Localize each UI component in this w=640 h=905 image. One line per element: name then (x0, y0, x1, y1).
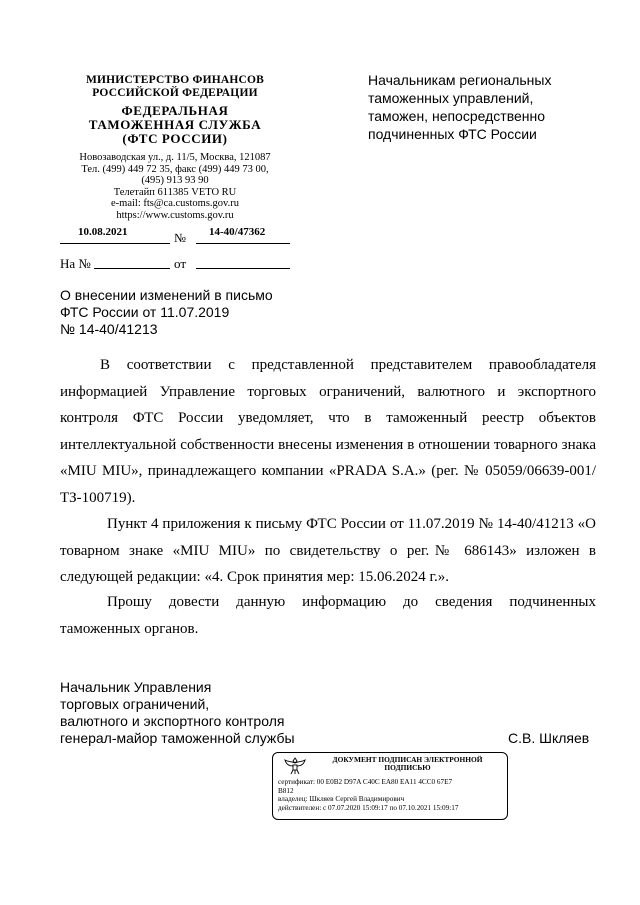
date-underline (60, 243, 170, 244)
position-line: валютного и экспортного контроля (60, 713, 285, 729)
body-paragraph-3 (60, 589, 596, 642)
number-sign: № (174, 231, 186, 245)
validity-line: действителен: с 07.07.2020 15:09:17 по 07.10.2021 15:09:17 (278, 803, 459, 812)
service-name (56, 104, 294, 146)
paragraph-text: Пункт 4 приложения к письму ФТС России от 11.07.2019 № 14-40/41213 «О товарном знаке «MIU MIU» по свидетельству о рег.№ 686143» изложен в следующей редакции: «4. Срок принятия мер: 15.06.2024 г.». (60, 516, 596, 585)
recipient-line: Начальникам региональных (368, 72, 552, 88)
body-paragraph-1 (60, 352, 596, 511)
paragraph-text: Прошу довести данную информацию до сведения подчиненных таможенных органов. (60, 594, 596, 637)
stamp-title-line: ПОДПИСЬЮ (384, 763, 431, 773)
stamp-details (278, 778, 504, 812)
number-underline (196, 243, 290, 244)
contact-block (56, 152, 294, 221)
body-paragraph-2 (60, 511, 596, 591)
recipient-line: подчиненных ФТС России (368, 126, 537, 142)
certificate-line: B812 (278, 786, 294, 795)
ministry-name (56, 74, 294, 100)
website-line: https://www.customs.gov.ru (116, 209, 234, 221)
position-line: Начальник Управления (60, 679, 212, 695)
position-line: генерал-майор таможенной службы (60, 730, 295, 746)
certificate-line: сертификат: 00 E0B2 D97A C40C EA80 EA11 4CC0 67E7 (278, 778, 453, 786)
subject-line: № 14-40/41213 (60, 321, 158, 337)
from-label: от (174, 256, 187, 271)
service-line: (ФТС РОССИИ) (122, 131, 228, 146)
eagle-emblem-icon (283, 756, 307, 776)
owner-line: владелец: Шкляев Сергей Владимирович (278, 795, 405, 804)
e-signature-stamp (272, 752, 508, 820)
recipient-line: таможенных управлений, (368, 90, 534, 106)
signer-position (60, 679, 320, 747)
reply-to-label: На № (60, 256, 91, 271)
paragraph-text: В соответствии с представленной представителем правообладателя информацией Управление торговых ограничений, валютного и экспортного контроля ФТС России уведомляет, что в таможенный реестр объектов интеллектуальной собственности внесены изменения в отношении товарного знака «MIU MIU», принадлежащего компании «PRADA S.A.» (рег. № 05059/06639-001/ТЗ-100719). (60, 357, 596, 506)
signer-name: С.В. Шкляев (508, 730, 590, 746)
letter-date: 10.08.2021 (78, 226, 128, 238)
subject-line: О внесении изменений в письмо (60, 287, 273, 303)
stamp-title (315, 756, 500, 773)
recipient-block (368, 71, 588, 143)
subject-line: ФТС России от 11.07.2019 (60, 304, 230, 320)
recipient-line: таможен, непосредственно (368, 108, 546, 124)
position-line: торговых ограничений, (60, 696, 210, 712)
from-underline (196, 268, 290, 269)
teletype-line: Телетайп 611385 VETO RU (113, 186, 237, 198)
subject-block (60, 287, 340, 338)
ministry-line: РОССИЙСКОЙ ФЕДЕРАЦИИ (92, 87, 258, 99)
phone-line: (495) 913 93 90 (141, 175, 209, 186)
stamp-title-line: ДОКУМЕНТ ПОДПИСАН ЭЛЕКТРОННОЙ (332, 755, 483, 764)
service-line: ТАМОЖЕННАЯ СЛУЖБА (88, 117, 262, 132)
phone-line: Тел. (499) 449 72 35, факс (499) 449 73 00, (81, 163, 269, 175)
ministry-line: МИНИСТЕРСТВО ФИНАНСОВ (85, 74, 265, 86)
service-line: ФЕДЕРАЛЬНАЯ (121, 103, 229, 118)
letter-number: 14-40/47362 (209, 226, 266, 238)
address-line: Новозаводская ул., д. 11/5, Москва, 121087 (79, 152, 271, 163)
reply-to-underline (94, 268, 170, 269)
email-line: e-mail: fts@ca.customs.gov.ru (111, 198, 239, 209)
